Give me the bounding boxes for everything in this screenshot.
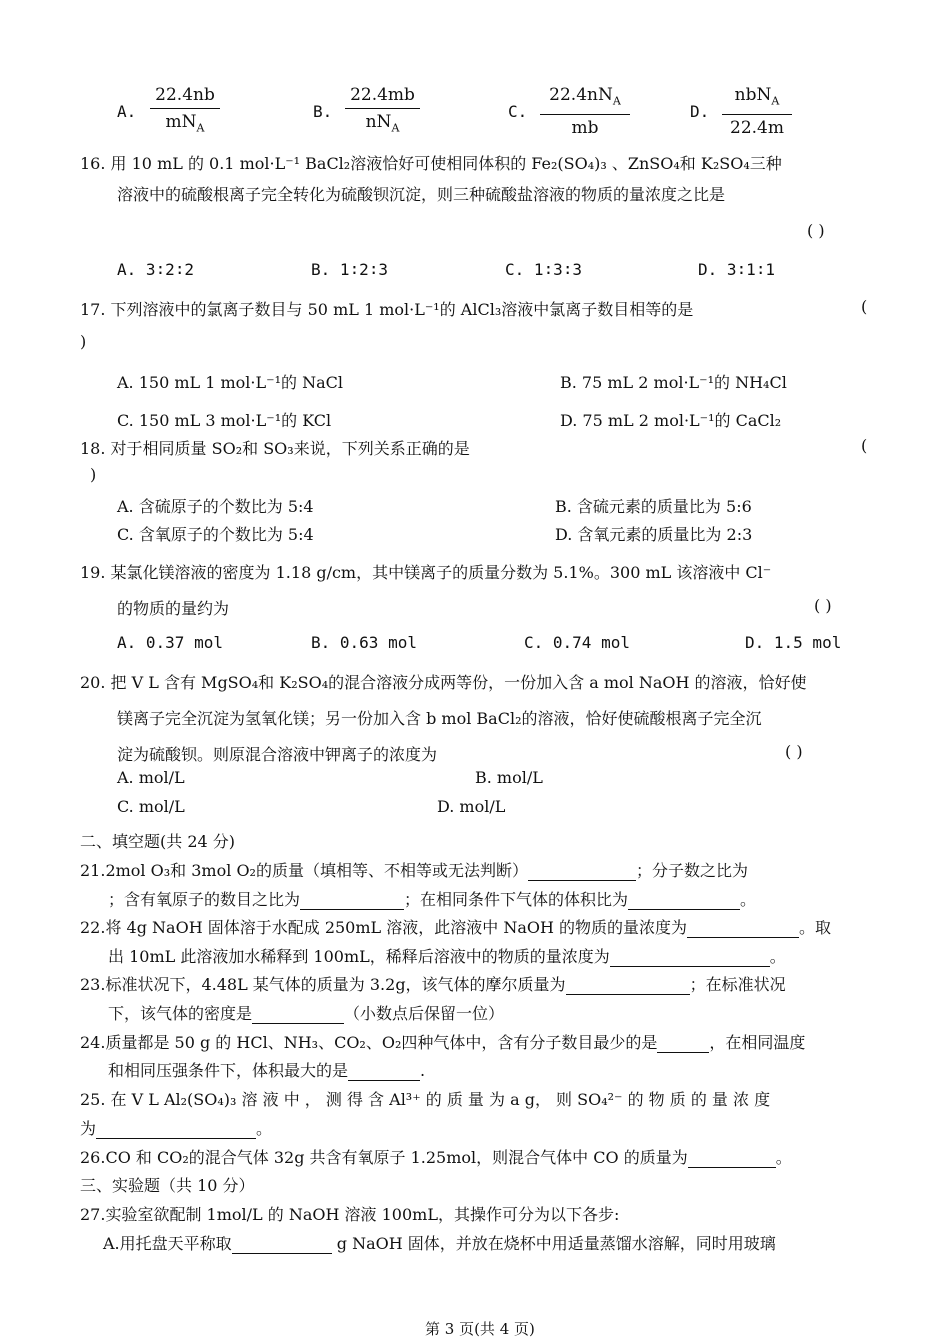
q23-blank-1[interactable] bbox=[566, 976, 690, 995]
option-c-label: C. bbox=[508, 102, 528, 121]
q23-blank-2[interactable] bbox=[252, 1005, 344, 1024]
q16-option-c: C. 1∶3∶3 bbox=[505, 260, 583, 279]
fraction-numerator: 22.4nb bbox=[155, 85, 215, 105]
option-c-fraction bbox=[540, 84, 630, 139]
q26-line1: 26.CO 和 CO₂的混合气体 32g 共含有氧原子 1.25mol，则混合气体中 CO 的质量为 。 bbox=[80, 1148, 792, 1167]
q25-line1: 25. 在 V L Al₂(SO₄)₃ 溶 液 中 ， 测 得 含 Al³⁺ 的 质 量 为 a g， 则 SO₄²⁻ 的 物 质 的 量 浓 度 bbox=[80, 1090, 771, 1109]
q17-line1: 17. 下列溶液中的氯离子数目与 50 mL 1 mol·L⁻¹的 AlCl₃溶液中氯离子数目相等的是 bbox=[80, 300, 694, 319]
q17-option-c: C. 150 mL 3 mol·L⁻¹的 KCl bbox=[117, 411, 332, 430]
q20-line2: 镁离子完全沉淀为氢氧化镁；另一份加入含 b mol BaCl₂的溶液，恰好使硫酸根离子完全沉 bbox=[117, 709, 762, 728]
q17-option-d: D. 75 mL 2 mol·L⁻¹的 CaCl₂ bbox=[560, 411, 782, 430]
option-a-fraction bbox=[150, 84, 220, 139]
q17-option-a: A. 150 mL 1 mol·L⁻¹的 NaCl bbox=[117, 373, 343, 392]
q19-line1: 19. 某氯化镁溶液的密度为 1.18 g/cm，其中镁离子的质量分数为 5.1%。300 mL 该溶液中 Cl⁻ bbox=[80, 563, 772, 582]
q20-option-c: C. mol/L bbox=[117, 797, 185, 816]
q20-answer-paren: ( ) bbox=[785, 742, 803, 761]
q19-option-a: A. 0.37 mol bbox=[117, 633, 223, 652]
section-heading-experiment: 三、实验题（共 10 分） bbox=[80, 1176, 255, 1195]
fraction-numerator: 22.4mb bbox=[350, 85, 415, 105]
q16-answer-paren: ( ) bbox=[807, 221, 825, 240]
q19-option-d: D. 1.5 mol bbox=[745, 633, 842, 652]
q27-line1: 27.实验室欲配制 1mol/L 的 NaOH 溶液 100mL，其操作可分为以下各步: bbox=[80, 1205, 620, 1224]
q20-line3: 淀为硫酸钡。则原混合溶液中钾离子的浓度为 bbox=[117, 745, 438, 764]
q27-line2: A.用托盘天平称取 g NaOH 固体，并放在烧杯中用适量蒸馏水溶解，同时用玻璃 bbox=[103, 1234, 776, 1253]
section-heading-fill-in: 二、填空题(共 24 分) bbox=[80, 832, 236, 851]
q23-line1: 23.标准状况下，4.48L 某气体的质量为 3.2g，该气体的摩尔质量为 ；在标准状况 bbox=[80, 975, 786, 994]
q21-blank-3[interactable] bbox=[628, 891, 740, 910]
option-d-fraction bbox=[722, 84, 792, 139]
q19-option-c: C. 0.74 mol bbox=[524, 633, 630, 652]
q20-option-b: B. mol/L bbox=[475, 768, 543, 787]
q16-option-b: B. 1∶2∶3 bbox=[311, 260, 389, 279]
q16-option-a: A. 3∶2∶2 bbox=[117, 260, 195, 279]
q24-line1: 24.质量都是 50 g 的 HCl、NH₃、CO₂、O₂四种气体中，含有分子数目最少的是 ，在相同温度 bbox=[80, 1033, 806, 1052]
q19-line2: 的物质的量约为 bbox=[117, 599, 230, 618]
q21-line1: 21.2mol O₃和 3mol O₂的质量（填相等、不相等或无法判断） ；分子数之比为 bbox=[80, 861, 748, 880]
q23-line2: 下，该气体的密度是 （小数点后保留一位） bbox=[108, 1004, 505, 1023]
q22-blank-1[interactable] bbox=[687, 919, 799, 938]
q21-blank-2[interactable] bbox=[300, 891, 404, 910]
q16-line2: 溶液中的硫酸根离子完全转化为硫酸钡沉淀，则三种硫酸盐溶液的物质的量浓度之比是 bbox=[117, 185, 726, 204]
q19-answer-paren: ( ) bbox=[814, 596, 832, 615]
q22-line1: 22.将 4g NaOH 固体溶于水配成 250mL 溶液，此溶液中 NaOH 的物质的量浓度为 。取 bbox=[80, 918, 832, 937]
fraction-numerator: $22.4nN_A$ bbox=[549, 85, 621, 108]
fraction-denominator: $mN_A$ bbox=[165, 112, 205, 135]
q20-line1: 20. 把 V L 含有 MgSO₄和 K₂SO₄的混合溶液分成两等份，一份加入含 a mol NaOH 的溶液，恰好使 bbox=[80, 673, 807, 692]
option-d-label: D. bbox=[690, 102, 710, 121]
q25-line2: 为 。 bbox=[80, 1119, 273, 1138]
q27-blank-1[interactable] bbox=[232, 1235, 332, 1254]
option-b-label: B. bbox=[313, 102, 333, 121]
q18-option-b: B. 含硫元素的质量比为 5:6 bbox=[555, 497, 752, 516]
q17-paren-open: ( bbox=[861, 297, 868, 316]
q16-line1: 16. 用 10 mL 的 0.1 mol·L⁻¹ BaCl₂溶液恰好可使相同体积的 Fe₂(SO₄)₃ 、ZnSO₄和 K₂SO₄三种 bbox=[80, 154, 782, 173]
q26-blank-1[interactable] bbox=[688, 1149, 776, 1168]
q18-paren-close: ) bbox=[90, 465, 97, 484]
q24-blank-2[interactable] bbox=[348, 1062, 420, 1081]
q20-option-d: D. mol/L bbox=[437, 797, 506, 816]
q21-blank-1[interactable] bbox=[528, 862, 636, 881]
q24-blank-1[interactable] bbox=[657, 1034, 709, 1053]
q18-option-d: D. 含氧元素的质量比为 2:3 bbox=[555, 525, 753, 544]
fraction-denominator: $nN_A$ bbox=[365, 112, 400, 135]
q18-line1: 18. 对于相同质量 SO₂和 SO₃来说，下列关系正确的是 bbox=[80, 439, 470, 458]
q18-option-a: A. 含硫原子的个数比为 5:4 bbox=[117, 497, 314, 516]
q21-line2: ；含有氧原子的数目之比为 ；在相同条件下气体的体积比为 。 bbox=[108, 890, 757, 909]
q18-option-c: C. 含氧原子的个数比为 5:4 bbox=[117, 525, 314, 544]
q17-paren-close: ) bbox=[80, 332, 87, 351]
option-b-fraction bbox=[345, 84, 420, 139]
q18-paren-open: ( bbox=[861, 436, 868, 455]
q20-option-a: A. mol/L bbox=[117, 768, 185, 787]
page-footer: 第 3 页(共 4 页) bbox=[425, 1320, 535, 1338]
fraction-numerator: nbN$_A$ bbox=[734, 85, 780, 108]
q19-option-b: B. 0.63 mol bbox=[311, 633, 417, 652]
q17-option-b: B. 75 mL 2 mol·L⁻¹的 NH₄Cl bbox=[560, 373, 787, 392]
q25-blank-1[interactable] bbox=[96, 1120, 256, 1139]
fraction-denominator: 22.4m bbox=[730, 118, 784, 139]
fraction-denominator: mb bbox=[571, 118, 599, 139]
q24-line2: 和相同压强条件下，体积最大的是 . bbox=[108, 1061, 426, 1080]
q16-option-d: D. 3∶1∶1 bbox=[698, 260, 776, 279]
q22-blank-2[interactable] bbox=[610, 948, 770, 967]
q22-line2: 出 10mL 此溶液加水稀释到 100mL，稀释后溶液中的物质的量浓度为 。 bbox=[108, 947, 786, 966]
option-a-label: A. bbox=[117, 102, 137, 121]
